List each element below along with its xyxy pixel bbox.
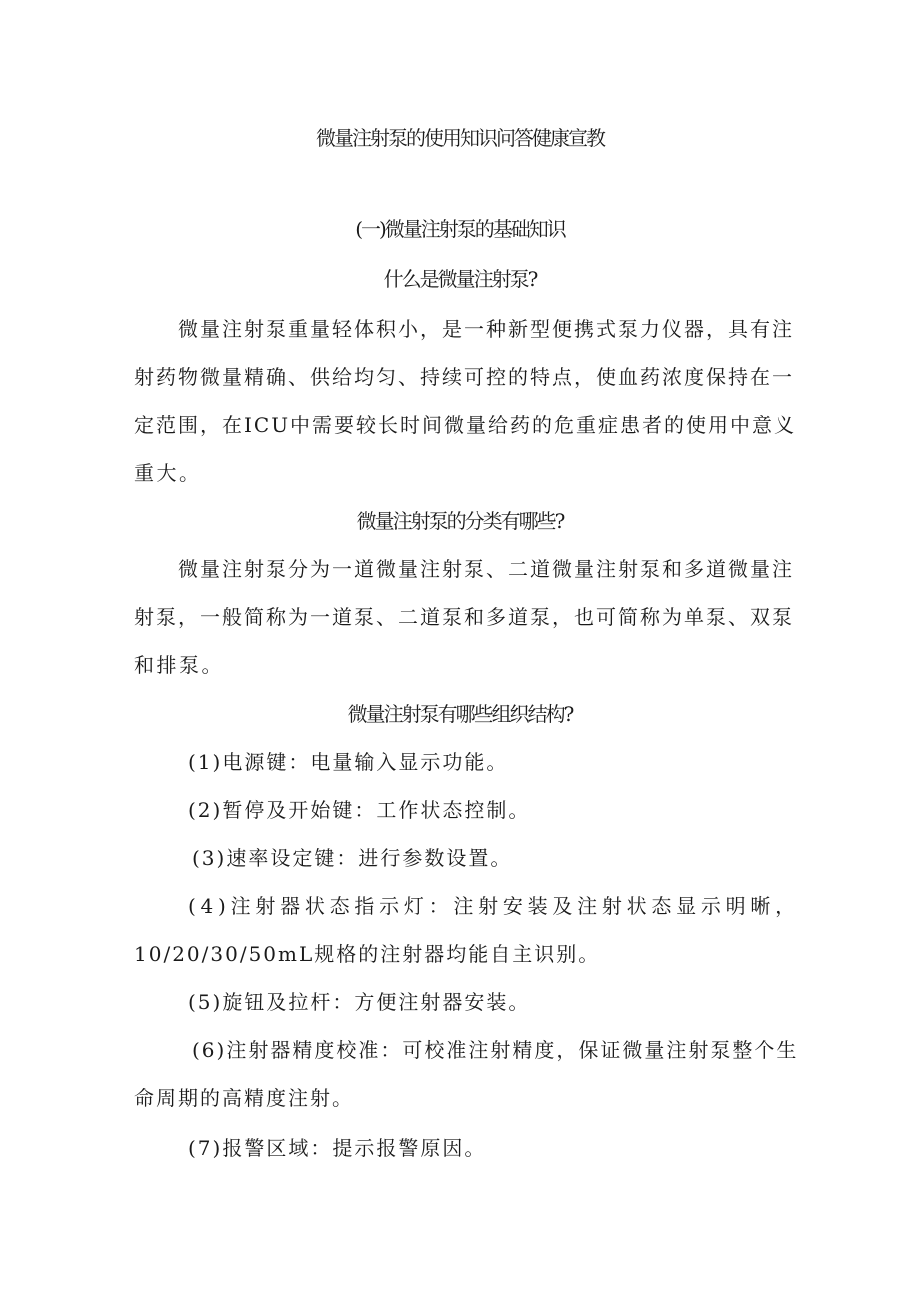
answer-line: 射药物微量精确、供给均匀、持续可控的特点，使血药浓度保持在一: [134, 365, 794, 389]
answer-line: 微量注射泵分为一道微量注射泵、二道微量注射泵和多道微量注: [178, 557, 794, 581]
answer-line: 重大。: [134, 461, 202, 485]
section-heading: (一)微量注射泵的基础知识: [355, 217, 565, 241]
document-title: 微量注射泵的使用知识问答健康宣教: [316, 126, 604, 150]
structure-item: (2)暂停及开始键：工作状态控制。: [188, 798, 531, 822]
structure-item: (3)速率设定键：进行参数设置。: [192, 846, 513, 870]
question-structure: 微量注射泵有哪些组织结构?: [347, 702, 573, 726]
answer-line: 射泵，一般简称为一道泵、二道泵和多道泵，也可简称为单泵、双泵: [134, 605, 794, 629]
answer-line: 微量注射泵重量轻体积小，是一种新型便携式泵力仪器，具有注: [178, 317, 794, 341]
structure-item: (1)电源键：电量输入显示功能。: [188, 750, 509, 774]
structure-item: (7)报警区域：提示报警原因。: [188, 1136, 487, 1160]
structure-item-continued: 10/20/30/50mL规格的注射器均能自主识别。: [134, 942, 601, 966]
structure-item: (4)注射器状态指示灯：注射安装及注射状态显示明晰，: [188, 894, 800, 918]
answer-line: 定范围，在ICU中需要较长时间微量给药的危重症患者的使用中意义: [134, 413, 797, 437]
structure-item-continued: 命周期的高精度注射。: [134, 1086, 354, 1110]
structure-item: (5)旋钮及拉杆：方便注射器安装。: [188, 990, 531, 1014]
answer-line: 和排泵。: [134, 653, 224, 677]
structure-item: (6)注射器精度校准：可校准注射精度，保证微量注射泵整个生: [192, 1038, 799, 1062]
question-what-is: 什么是微量注射泵?: [383, 267, 537, 291]
question-classification: 微量注射泵的分类有哪些?: [356, 509, 564, 533]
